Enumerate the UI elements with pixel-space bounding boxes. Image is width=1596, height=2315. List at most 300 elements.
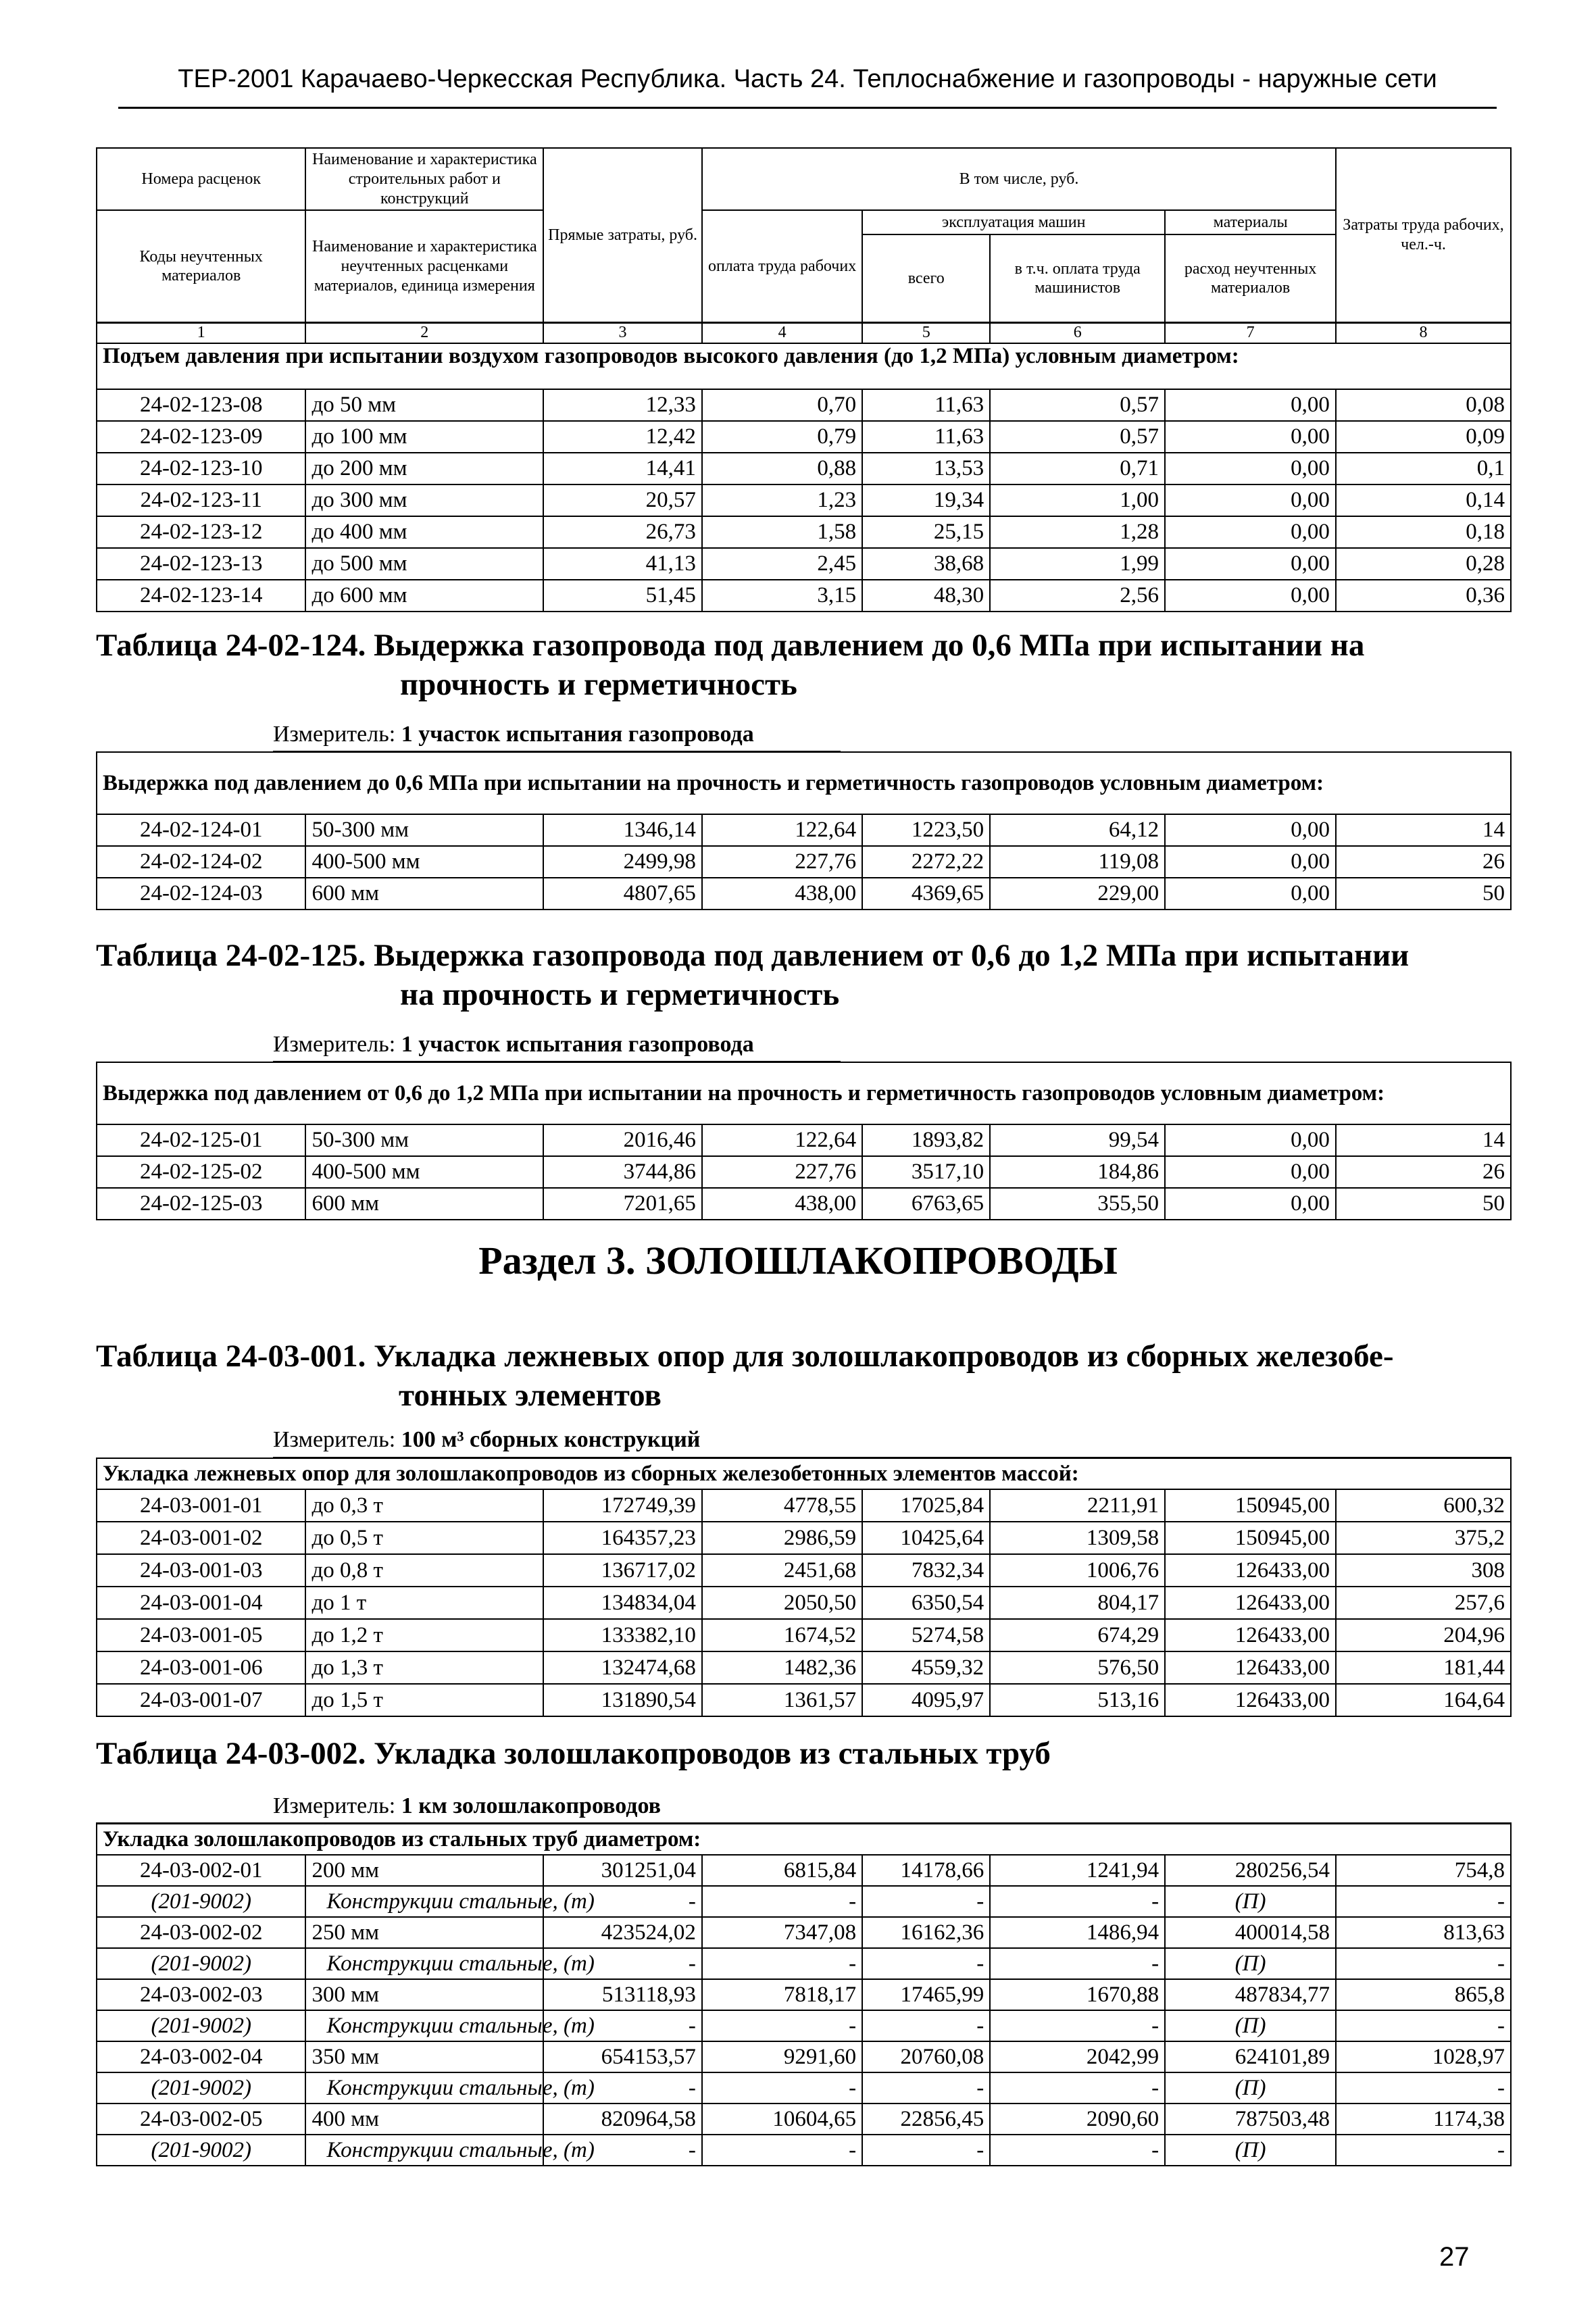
cell-operator-pay: - (990, 1886, 1165, 1917)
cell-rate-code: 24-03-001-06 (97, 1651, 305, 1684)
cell-machine-total: 1223,50 (862, 814, 990, 846)
cell-rate-code: 24-03-002-02 (97, 1917, 305, 1948)
cell-machine-total: 3517,10 (862, 1156, 990, 1188)
cell-labor-pay: 7347,08 (702, 1917, 862, 1948)
table-title-line2: прочность и герметичность (400, 667, 797, 702)
cell-labor-pay: 1482,36 (702, 1651, 862, 1684)
cell-work-name: до 400 мм (305, 516, 543, 548)
table-title-line2: тонных элементов (399, 1378, 662, 1413)
header-col8: Затраты труда рабочих, чел.-ч. (1336, 148, 1511, 322)
cell-labor-pay: - (702, 2072, 862, 2104)
cell-rate-code: 24-02-124-01 (97, 814, 305, 846)
column-number: 1 (97, 322, 305, 343)
cell-labor-pay: 9291,60 (702, 2041, 862, 2072)
cell-labor-pay: 2986,59 (702, 1522, 862, 1554)
cell-direct-cost: 4807,65 (543, 878, 702, 910)
cell-machine-total: 25,15 (862, 516, 990, 548)
cell-materials: 0,00 (1165, 453, 1336, 484)
table-row (97, 1489, 1511, 1522)
cell-materials: 0,00 (1165, 516, 1336, 548)
table-subtitle: Выдержка под давлением до 0,6 МПа при испытании на прочность и герметичность газопроводов условным диаметром: (97, 752, 1511, 814)
cell-labor-pay: 4778,55 (702, 1489, 862, 1522)
header-incl: В том числе, руб. (702, 148, 1336, 210)
cell-machine-total: - (862, 1948, 990, 1979)
table-124-title (96, 626, 1512, 704)
cell-rate-code: 24-02-123-12 (97, 516, 305, 548)
cell-machine-total: 2272,22 (862, 846, 990, 878)
cell-direct-cost: - (543, 2072, 702, 2104)
cell-work-name: 600 мм (305, 1188, 543, 1220)
column-number: 7 (1165, 322, 1336, 343)
cell-work-name: до 200 мм (305, 453, 543, 484)
cell-materials: 0,00 (1165, 421, 1336, 453)
cell-labor-pay: 3,15 (702, 580, 862, 612)
table-row (97, 1188, 1511, 1220)
cell-direct-cost: - (543, 1886, 702, 1917)
cell-materials: 0,00 (1165, 548, 1336, 580)
cell-labor-hours: - (1336, 2010, 1511, 2041)
cell-direct-cost: 164357,23 (543, 1522, 702, 1554)
cell-labor-hours: 865,8 (1336, 1979, 1511, 2010)
table-row (97, 1124, 1511, 1156)
header-col7: расход неучтенных материалов (1165, 234, 1336, 322)
cell-work-name: Конструкции стальные, (т) (305, 2072, 543, 2104)
cell-labor-hours: 1028,97 (1336, 2041, 1511, 2072)
cell-operator-pay: - (990, 2010, 1165, 2041)
cell-labor-hours: 813,63 (1336, 1917, 1511, 1948)
table-title-line1: Таблица 24-02-124. Выдержка газопровода под давлением до 0,6 МПа при испытании на (96, 628, 1365, 663)
table-row (97, 1522, 1511, 1554)
table-row (97, 1554, 1511, 1587)
meter-value: 1 участок испытания газопровода (401, 1032, 754, 1057)
rates-table-3001 (96, 1458, 1512, 1717)
cell-labor-hours: 26 (1336, 846, 1511, 878)
table-row (97, 2010, 1511, 2041)
cell-direct-cost: 132474,68 (543, 1651, 702, 1684)
cell-operator-pay: 804,17 (990, 1587, 1165, 1619)
cell-direct-cost: 2499,98 (543, 846, 702, 878)
cell-rate-code: (201-9002) (97, 1886, 305, 1917)
rates-table-3002 (96, 1823, 1512, 2166)
cell-materials: 0,00 (1165, 580, 1336, 612)
cell-operator-pay: 119,08 (990, 846, 1165, 878)
cell-operator-pay: 1,99 (990, 548, 1165, 580)
cell-operator-pay: - (990, 2072, 1165, 2104)
cell-labor-pay: - (702, 2135, 862, 2166)
rates-table-124 (96, 751, 1512, 910)
cell-operator-pay: 0,57 (990, 389, 1165, 421)
cell-work-name: 400 мм (305, 2104, 543, 2135)
cell-labor-pay: 122,64 (702, 1124, 862, 1156)
cell-direct-cost: 136717,02 (543, 1554, 702, 1587)
table-row (97, 580, 1511, 612)
cell-direct-cost: 1346,14 (543, 814, 702, 846)
cell-materials: (П) (1165, 1948, 1336, 1979)
cell-labor-hours: 50 (1336, 878, 1511, 910)
table-row (97, 2072, 1511, 2104)
cell-machine-total: 17025,84 (862, 1489, 990, 1522)
cell-operator-pay: 1241,94 (990, 1855, 1165, 1886)
cell-materials: 280256,54 (1165, 1855, 1336, 1886)
cell-labor-pay: - (702, 2010, 862, 2041)
cell-rate-code: 24-03-001-05 (97, 1619, 305, 1651)
page-number: 27 (1439, 2242, 1470, 2272)
section-title: Раздел 3. ЗОЛОШЛАКОПРОВОДЫ (478, 1239, 1118, 1283)
cell-work-name: до 0,3 т (305, 1489, 543, 1522)
cell-labor-hours: 0,36 (1336, 580, 1511, 612)
cell-rate-code: 24-02-123-11 (97, 484, 305, 516)
cell-rate-code: 24-02-123-10 (97, 453, 305, 484)
cell-machine-total: 16162,36 (862, 1917, 990, 1948)
cell-machine-total: 20760,08 (862, 2041, 990, 2072)
cell-work-name: 50-300 мм (305, 814, 543, 846)
cell-operator-pay: 99,54 (990, 1124, 1165, 1156)
cell-work-name: до 100 мм (305, 421, 543, 453)
cell-labor-hours: 0,14 (1336, 484, 1511, 516)
cell-operator-pay: 1309,58 (990, 1522, 1165, 1554)
cell-rate-code: 24-03-002-03 (97, 1979, 305, 2010)
cell-work-name: 50-300 мм (305, 1124, 543, 1156)
table-row (97, 1651, 1511, 1684)
table-row (97, 1886, 1511, 1917)
table-title-line1: Таблица 24-03-001. Укладка лежневых опор для золошлакопроводов из сборных железобе- (96, 1339, 1394, 1374)
cell-direct-cost: 26,73 (543, 516, 702, 548)
cell-work-name: Конструкции стальные, (т) (305, 1886, 543, 1917)
cell-labor-hours: - (1336, 2072, 1511, 2104)
table-row (97, 846, 1511, 878)
cell-machine-total: 48,30 (862, 580, 990, 612)
column-number: 3 (543, 322, 702, 343)
cell-labor-hours: 1174,38 (1336, 2104, 1511, 2135)
cell-operator-pay: 1006,76 (990, 1554, 1165, 1587)
table-row (97, 2104, 1511, 2135)
cell-labor-hours: 164,64 (1336, 1684, 1511, 1716)
cell-labor-pay: 7818,17 (702, 1979, 862, 2010)
header-machines: эксплуатация машин (862, 210, 1165, 234)
cell-work-name: до 600 мм (305, 580, 543, 612)
cell-operator-pay: 1486,94 (990, 1917, 1165, 1948)
cell-machine-total: 1893,82 (862, 1124, 990, 1156)
table-row (97, 1619, 1511, 1651)
cell-rate-code: 24-03-001-07 (97, 1684, 305, 1716)
cell-work-name: до 0,5 т (305, 1522, 543, 1554)
header-col5: всего (862, 234, 990, 322)
cell-work-name: 200 мм (305, 1855, 543, 1886)
table-row (97, 814, 1511, 846)
cell-operator-pay: 2042,99 (990, 2041, 1165, 2072)
cell-rate-code: 24-03-002-05 (97, 2104, 305, 2135)
cell-direct-cost: 134834,04 (543, 1587, 702, 1619)
cell-direct-cost: 172749,39 (543, 1489, 702, 1522)
cell-work-name: 400-500 мм (305, 1156, 543, 1188)
table-3002-meter (273, 1793, 661, 1819)
cell-materials: 624101,89 (1165, 2041, 1336, 2072)
cell-operator-pay: 576,50 (990, 1651, 1165, 1684)
cell-machine-total: 11,63 (862, 421, 990, 453)
cell-direct-cost: 20,57 (543, 484, 702, 516)
cell-operator-pay: 674,29 (990, 1619, 1165, 1651)
cell-work-name: до 500 мм (305, 548, 543, 580)
table-subtitle: Укладка золошлакопроводов из стальных труб диаметром: (97, 1824, 1511, 1855)
cell-labor-pay: - (702, 1886, 862, 1917)
header-rule (118, 107, 1497, 109)
cell-labor-hours: 0,1 (1336, 453, 1511, 484)
cell-labor-hours: 26 (1336, 1156, 1511, 1188)
cell-work-name: 400-500 мм (305, 846, 543, 878)
cell-work-name: до 1 т (305, 1587, 543, 1619)
cell-labor-pay: 438,00 (702, 1188, 862, 1220)
cell-direct-cost: 12,42 (543, 421, 702, 453)
column-number: 4 (702, 322, 862, 343)
column-number: 2 (305, 322, 543, 343)
cell-materials: 0,00 (1165, 814, 1336, 846)
cell-operator-pay: 1670,88 (990, 1979, 1165, 2010)
cell-labor-pay: 0,88 (702, 453, 862, 484)
cell-machine-total: 14178,66 (862, 1855, 990, 1886)
table-3001-meter (273, 1427, 700, 1453)
header-col1-top: Номера расценок (97, 148, 305, 210)
table-3001-title (96, 1337, 1512, 1415)
cell-rate-code: 24-02-124-02 (97, 846, 305, 878)
cell-materials: 126433,00 (1165, 1684, 1336, 1716)
table-125-title (96, 936, 1512, 1014)
cell-labor-hours: 14 (1336, 814, 1511, 846)
cell-direct-cost: 12,33 (543, 389, 702, 421)
cell-labor-hours: 0,08 (1336, 389, 1511, 421)
cell-work-name: до 300 мм (305, 484, 543, 516)
header-col3: Прямые затраты, руб. (543, 148, 702, 322)
cell-machine-total: 19,34 (862, 484, 990, 516)
table-subtitle: Укладка лежневых опор для золошлакопроводов из сборных железобетонных элементов массой: (97, 1458, 1511, 1489)
cell-materials: 400014,58 (1165, 1917, 1336, 1948)
cell-labor-hours: - (1336, 2135, 1511, 2166)
cell-rate-code: 24-02-123-13 (97, 548, 305, 580)
cell-rate-code: 24-03-002-04 (97, 2041, 305, 2072)
meter-label: Измеритель: (273, 722, 396, 747)
cell-operator-pay: - (990, 1948, 1165, 1979)
cell-operator-pay: 1,28 (990, 516, 1165, 548)
cell-labor-pay: 122,64 (702, 814, 862, 846)
table-row (97, 1917, 1511, 1948)
cell-rate-code: (201-9002) (97, 1948, 305, 1979)
cell-labor-pay: 1674,52 (702, 1619, 862, 1651)
cell-materials: 0,00 (1165, 878, 1336, 910)
cell-machine-total: 17465,99 (862, 1979, 990, 2010)
table-row (97, 1948, 1511, 1979)
cell-rate-code: 24-02-124-03 (97, 878, 305, 910)
cell-operator-pay: 2090,60 (990, 2104, 1165, 2135)
cell-labor-pay: 1361,57 (702, 1684, 862, 1716)
cell-operator-pay: 0,71 (990, 453, 1165, 484)
cell-rate-code: 24-03-001-02 (97, 1522, 305, 1554)
cell-materials: 487834,77 (1165, 1979, 1336, 2010)
cell-machine-total: - (862, 2072, 990, 2104)
rates-table-123 (96, 322, 1512, 612)
header-col1-bottom: Коды неучтенных материалов (97, 210, 305, 322)
cell-materials: 126433,00 (1165, 1651, 1336, 1684)
cell-direct-cost: 131890,54 (543, 1684, 702, 1716)
cell-work-name: до 1,2 т (305, 1619, 543, 1651)
cell-labor-hours: 204,96 (1336, 1619, 1511, 1651)
cell-rate-code: 24-02-125-03 (97, 1188, 305, 1220)
cell-materials: 0,00 (1165, 389, 1336, 421)
rates-table-125 (96, 1062, 1512, 1220)
column-number: 6 (990, 322, 1165, 343)
cell-operator-pay: 355,50 (990, 1188, 1165, 1220)
cell-labor-pay: 438,00 (702, 878, 862, 910)
meter-label: Измеритель: (273, 1427, 396, 1452)
cell-materials: (П) (1165, 2072, 1336, 2104)
cell-materials: 126433,00 (1165, 1554, 1336, 1587)
cell-operator-pay: - (990, 2135, 1165, 2166)
cell-materials: 787503,48 (1165, 2104, 1336, 2135)
table-title-line1: Таблица 24-02-125. Выдержка газопровода под давлением от 0,6 до 1,2 МПа при испытании (96, 938, 1410, 973)
table-row (97, 516, 1511, 548)
cell-direct-cost: - (543, 2010, 702, 2041)
cell-machine-total: 4095,97 (862, 1684, 990, 1716)
cell-machine-total: 6763,65 (862, 1188, 990, 1220)
cell-direct-cost: 654153,57 (543, 2041, 702, 2072)
cell-work-name: до 0,8 т (305, 1554, 543, 1587)
cell-labor-hours: 14 (1336, 1124, 1511, 1156)
cell-machine-total: 4369,65 (862, 878, 990, 910)
cell-direct-cost: 513118,93 (543, 1979, 702, 2010)
cell-rate-code: 24-02-125-02 (97, 1156, 305, 1188)
cell-work-name: Конструкции стальные, (т) (305, 1948, 543, 1979)
cell-labor-pay: 1,23 (702, 484, 862, 516)
header-col2-bottom: Наименование и характеристика неучтенных расценками материалов, единица измерения (305, 210, 543, 322)
cell-labor-hours: 600,32 (1336, 1489, 1511, 1522)
cell-machine-total: 22856,45 (862, 2104, 990, 2135)
cell-rate-code: 24-02-123-08 (97, 389, 305, 421)
cell-labor-hours: 0,18 (1336, 516, 1511, 548)
meter-value: 1 км золошлакопроводов (401, 1793, 661, 1818)
cell-operator-pay: 1,00 (990, 484, 1165, 516)
cell-machine-total: 10425,64 (862, 1522, 990, 1554)
cell-work-name: 250 мм (305, 1917, 543, 1948)
table-row (97, 421, 1511, 453)
cell-direct-cost: - (543, 2135, 702, 2166)
cell-labor-pay: 2,45 (702, 548, 862, 580)
meter-label: Измеритель: (273, 1793, 396, 1818)
cell-materials: 126433,00 (1165, 1619, 1336, 1651)
header-materials: материалы (1165, 210, 1336, 234)
table-row (97, 1855, 1511, 1886)
cell-rate-code: 24-03-002-01 (97, 1855, 305, 1886)
cell-operator-pay: 64,12 (990, 814, 1165, 846)
cell-materials: 150945,00 (1165, 1489, 1336, 1522)
running-header: ТЕР-2001 Карачаево-Черкесская Республика. Часть 24. Теплоснабжение и газопроводы - наружные сети (178, 65, 1437, 93)
cell-direct-cost: 7201,65 (543, 1188, 702, 1220)
cell-work-name: до 1,3 т (305, 1651, 543, 1684)
table-row (97, 389, 1511, 421)
cell-operator-pay: 0,57 (990, 421, 1165, 453)
cell-labor-hours: - (1336, 1886, 1511, 1917)
cell-work-name: 350 мм (305, 2041, 543, 2072)
cell-materials: (П) (1165, 2010, 1336, 2041)
table-title-line1: Таблица 24-03-002. Укладка золошлакопроводов из стальных труб (96, 1736, 1051, 1771)
cell-direct-cost: 301251,04 (543, 1855, 702, 1886)
cell-work-name: 300 мм (305, 1979, 543, 2010)
cell-rate-code: 24-03-001-01 (97, 1489, 305, 1522)
cell-operator-pay: 229,00 (990, 878, 1165, 910)
cell-materials: 0,00 (1165, 1156, 1336, 1188)
cell-rate-code: 24-02-123-14 (97, 580, 305, 612)
cell-machine-total: 5274,58 (862, 1619, 990, 1651)
cell-operator-pay: 2211,91 (990, 1489, 1165, 1522)
cell-rate-code: 24-02-123-09 (97, 421, 305, 453)
cell-direct-cost: 423524,02 (543, 1917, 702, 1948)
cell-direct-cost: 2016,46 (543, 1124, 702, 1156)
cell-machine-total: - (862, 2010, 990, 2041)
cell-direct-cost: 3744,86 (543, 1156, 702, 1188)
cell-rate-code: 24-03-001-04 (97, 1587, 305, 1619)
cell-machine-total: 4559,32 (862, 1651, 990, 1684)
table-124-meter (273, 722, 754, 747)
cell-materials: 0,00 (1165, 484, 1336, 516)
cell-labor-pay: 1,58 (702, 516, 862, 548)
cell-materials: 150945,00 (1165, 1522, 1336, 1554)
cell-labor-hours: 0,09 (1336, 421, 1511, 453)
table-row (97, 878, 1511, 910)
cell-machine-total: 11,63 (862, 389, 990, 421)
cell-work-name: до 50 мм (305, 389, 543, 421)
cell-work-name: 600 мм (305, 878, 543, 910)
column-header-table (96, 147, 1512, 344)
meter-value: 1 участок испытания газопровода (401, 722, 754, 747)
table-row (97, 2135, 1511, 2166)
cell-labor-pay: - (702, 1948, 862, 1979)
table-subtitle: Выдержка под давлением от 0,6 до 1,2 МПа при испытании на прочность и герметичность газопроводов условным диаметром: (97, 1062, 1511, 1124)
cell-rate-code: 24-03-001-03 (97, 1554, 305, 1587)
table-row (97, 1979, 1511, 2010)
cell-materials: (П) (1165, 1886, 1336, 1917)
cell-labor-pay: 10604,65 (702, 2104, 862, 2135)
block-title: Подъем давления при испытании воздухом газопроводов высокого давления (до 1,2 МПа) условным диаметром: (97, 323, 1511, 389)
cell-work-name: Конструкции стальные, (т) (305, 2010, 543, 2041)
table-title-line2: на прочность и герметичность (400, 977, 840, 1012)
cell-labor-pay: 2451,68 (702, 1554, 862, 1587)
table-125-meter (273, 1032, 754, 1057)
cell-labor-pay: 6815,84 (702, 1855, 862, 1886)
cell-materials: (П) (1165, 2135, 1336, 2166)
cell-labor-hours: 181,44 (1336, 1651, 1511, 1684)
column-number: 8 (1336, 322, 1511, 343)
cell-rate-code: (201-9002) (97, 2072, 305, 2104)
table-row (97, 1156, 1511, 1188)
meter-label: Измеритель: (273, 1032, 396, 1057)
cell-machine-total: 13,53 (862, 453, 990, 484)
header-col4: оплата труда рабочих (702, 210, 862, 322)
cell-labor-pay: 227,76 (702, 846, 862, 878)
cell-materials: 0,00 (1165, 1124, 1336, 1156)
cell-labor-hours: 375,2 (1336, 1522, 1511, 1554)
cell-work-name: Конструкции стальные, (т) (305, 2135, 543, 2166)
table-row (97, 453, 1511, 484)
table-row (97, 2041, 1511, 2072)
table-row (97, 548, 1511, 580)
meter-value: 100 м³ сборных конструкций (401, 1427, 701, 1452)
cell-labor-hours: 0,28 (1336, 548, 1511, 580)
cell-materials: 0,00 (1165, 846, 1336, 878)
cell-operator-pay: 513,16 (990, 1684, 1165, 1716)
cell-rate-code: 24-02-125-01 (97, 1124, 305, 1156)
cell-direct-cost: 51,45 (543, 580, 702, 612)
cell-labor-pay: 0,70 (702, 389, 862, 421)
cell-labor-pay: 227,76 (702, 1156, 862, 1188)
header-col2-top: Наименование и характеристика строительных работ и конструкций (305, 148, 543, 210)
cell-direct-cost: 14,41 (543, 453, 702, 484)
